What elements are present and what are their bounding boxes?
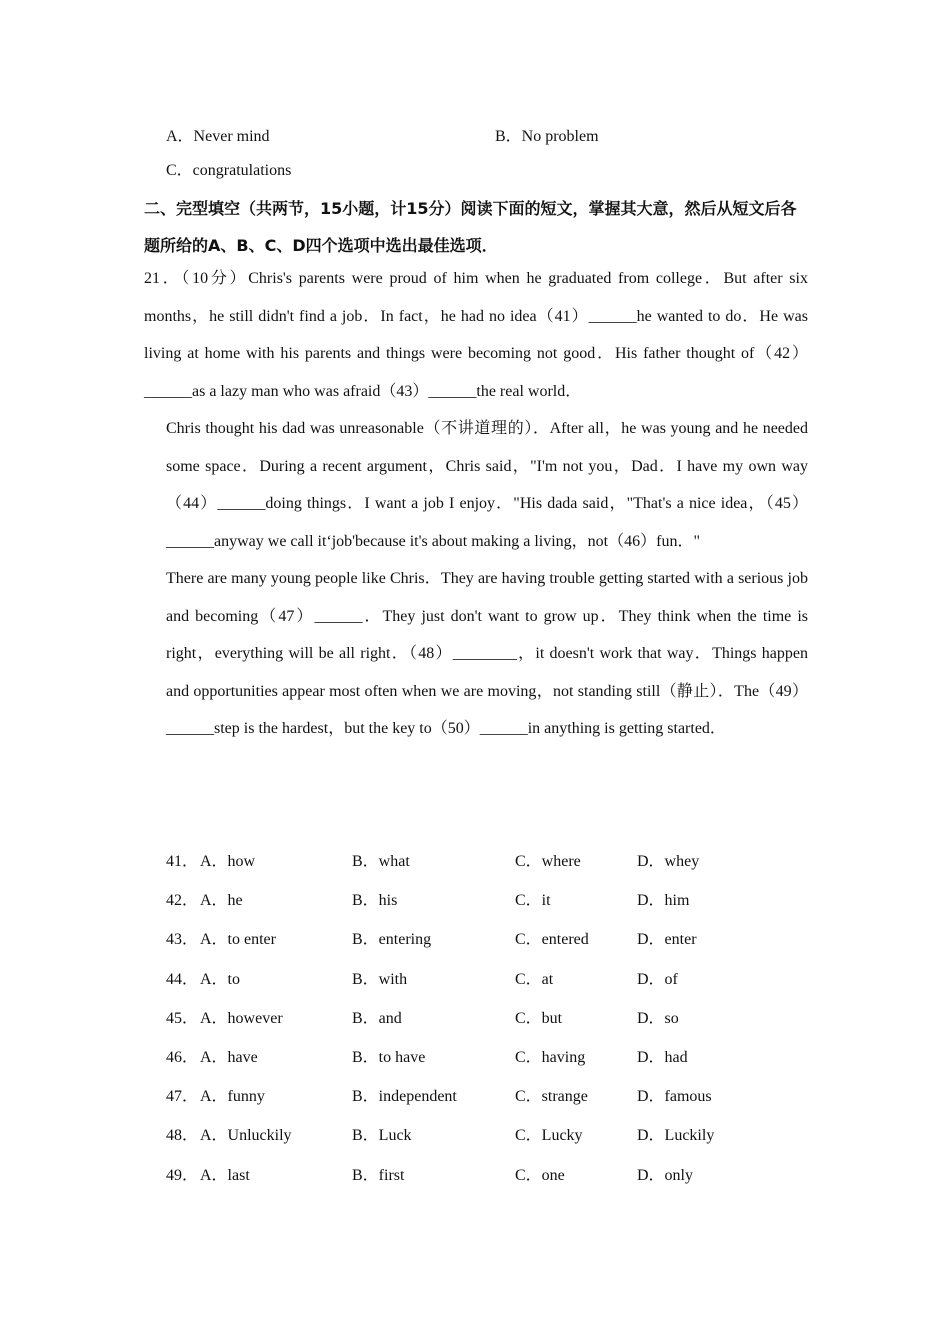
choice-c: C．but xyxy=(515,1009,563,1027)
choice-c: C．one xyxy=(515,1166,565,1184)
option-row xyxy=(166,158,806,192)
choice-a: A．last xyxy=(200,1166,250,1184)
choice-a: A．however xyxy=(200,1009,283,1027)
option-a: A．Never mind xyxy=(166,128,270,145)
choice-b: B．first xyxy=(352,1166,405,1184)
choice-d: D．him xyxy=(637,892,690,910)
choice-number: 47． xyxy=(166,1088,199,1106)
choice-d: D．only xyxy=(637,1166,694,1184)
choice-row xyxy=(166,922,806,961)
choice-b: B．what xyxy=(352,853,410,870)
choice-a: A．how xyxy=(200,853,256,870)
choice-d: D．famous xyxy=(637,1088,712,1106)
choice-a: A．have xyxy=(200,1048,258,1066)
choice-number: 48． xyxy=(166,1127,199,1145)
choice-c: C．entered xyxy=(515,931,589,949)
passage-paragraph-3: There are many young people like Chris．They are having trouble getting started with a serious job and becoming（47）______．They just don't want to grow up．They think when the time is right，everything will be all right．（48）________，it doesn't work that way．Things happen and opportunities appear most often when we are moving，not standing still（静止）．The（49）______step is the hardest，but the key to（50）______in anything is getting started． xyxy=(166,570,808,737)
choice-row xyxy=(166,844,806,883)
option-row xyxy=(166,124,806,158)
choice-d: D．of xyxy=(637,970,678,988)
option-b: B．No problem xyxy=(495,128,599,145)
choice-a: A．to xyxy=(200,970,241,988)
choice-a: A．funny xyxy=(200,1088,265,1106)
choice-b: B．his xyxy=(352,892,398,910)
choice-d: D．had xyxy=(637,1048,688,1066)
choice-d: D．enter xyxy=(637,931,697,949)
choice-row xyxy=(166,1118,806,1157)
choice-b: B．Luck xyxy=(352,1127,412,1145)
choice-row xyxy=(166,1079,806,1118)
choice-c: C．at xyxy=(515,970,554,988)
choice-d: D．whey xyxy=(637,853,700,870)
section-heading: 二、完型填空（共两节，15小题，计15分）阅读下面的短文，掌握其大意，然后从短文后各题所给的A、B、C、D四个选项中选出最佳选项． xyxy=(144,199,797,255)
choice-number: 44． xyxy=(166,970,199,988)
choice-row xyxy=(166,1040,806,1079)
choice-c: C．it xyxy=(515,892,551,910)
choice-c: C．having xyxy=(515,1048,586,1066)
question-score: （10分） xyxy=(181,270,249,287)
choice-row xyxy=(166,1001,806,1040)
choice-d: D．Luckily xyxy=(637,1127,715,1145)
choice-c: C．where xyxy=(515,853,581,870)
choice-a: A．Unluckily xyxy=(200,1127,292,1145)
choice-row xyxy=(166,1158,806,1197)
choice-number: 49． xyxy=(166,1166,199,1184)
choice-c: C．strange xyxy=(515,1088,588,1106)
choice-a: A．to enter xyxy=(200,931,276,949)
choice-b: B．entering xyxy=(352,931,432,949)
choice-b: B．with xyxy=(352,970,408,988)
choice-b: B．and xyxy=(352,1009,402,1027)
passage-paragraph-2: Chris thought his dad was unreasonable（不讲道理的）．After all，he was young and he needed some space．During a recent argument，Chris said，"I'm not you，Dad．I have my own way（44）______doing things．I want a job I enjoy．"His dada said，"That's a nice idea，（45）______anyway we call it‘job'because it's about making a living，not（46）fun．" xyxy=(166,420,808,550)
choice-b: B．to have xyxy=(352,1048,426,1066)
choice-number: 46． xyxy=(166,1048,199,1066)
choice-number: 41． xyxy=(166,853,199,870)
choices-table xyxy=(166,844,806,1197)
question-first-paragraph xyxy=(144,260,808,410)
passage-paragraph-1: Chris's parents were proud of him when he graduated from college．But after six months，he still didn't find a job．In fact，he had no idea（41）______he wanted to do．He was living at home with his parents and things were becoming not good．His father thought of（42）______as a lazy man who was afraid（43）______the real world． xyxy=(144,270,809,400)
choice-row xyxy=(166,962,806,1001)
choice-c: C．Lucky xyxy=(515,1127,583,1145)
question-number: 21． xyxy=(144,270,182,287)
choice-b: B．independent xyxy=(352,1088,457,1106)
choice-a: A．he xyxy=(200,892,243,910)
choice-row xyxy=(166,883,806,922)
choice-number: 43． xyxy=(166,931,199,949)
question-21 xyxy=(144,260,808,748)
choice-number: 45． xyxy=(166,1009,199,1027)
choice-d: D．so xyxy=(637,1009,679,1027)
choice-number: 42． xyxy=(166,892,199,910)
previous-question-options xyxy=(166,124,806,192)
option-c: C．congratulations xyxy=(166,162,292,179)
